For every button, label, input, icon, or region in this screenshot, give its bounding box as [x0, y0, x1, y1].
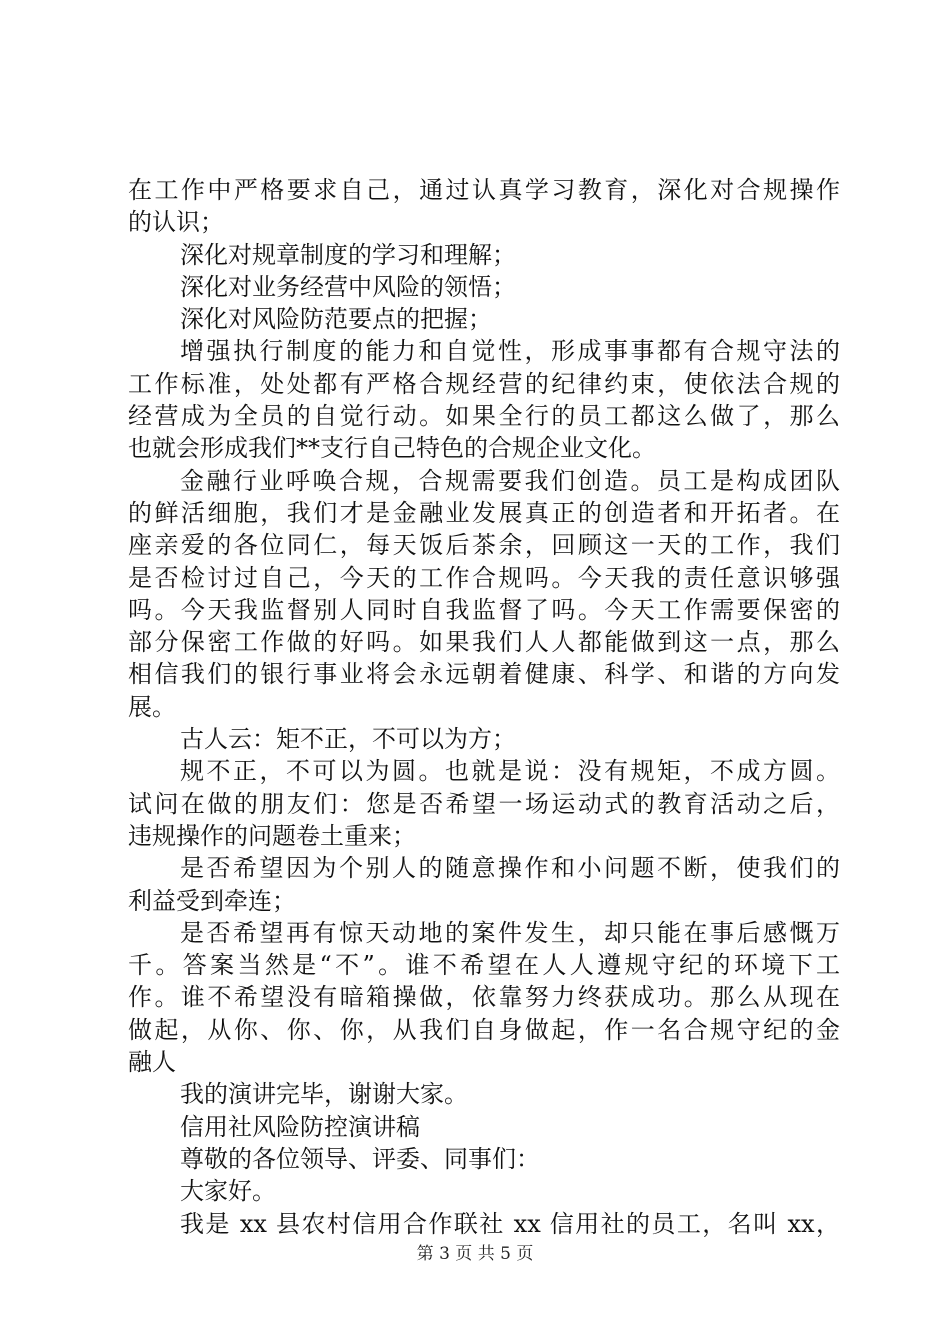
text-line: 是否希望再有惊天动地的案件发生，却只能在事后感慨万 [180, 918, 840, 947]
text-line: 座亲爱的各位同仁，每天饭后茶余，回顾这一天的工作，我们 [128, 531, 840, 560]
text-line: 工作标准，处处都有严格合规经营的纪律约束，使依法合规的 [128, 369, 840, 398]
text-line: 规不正，不可以为圆。也就是说：没有规矩，不成方圆。 [180, 757, 840, 786]
text-line: 信用社风险防控演讲稿 [180, 1112, 420, 1141]
text-line: 尊敬的各位领导、评委、同事们： [180, 1144, 540, 1173]
text-line: 古人云：矩不正，不可以为方； [180, 725, 516, 754]
text-line: 是否检讨过自己，今天的工作合规吗。今天我的责任意识够强 [128, 563, 840, 592]
text-line: 利益受到牵连； [128, 886, 296, 915]
text-line: 做起，从你、你、你，从我们自身做起，作一名合规守纪的金 [128, 1015, 840, 1044]
text-line: 我的演讲完毕，谢谢大家。 [180, 1080, 468, 1109]
text-line: 深化对风险防范要点的把握； [180, 305, 492, 334]
text-line: 违规操作的问题卷土重来； [128, 821, 416, 850]
text-line: 吗。今天我监督别人同时自我监督了吗。今天工作需要保密的 [128, 595, 840, 624]
text-line: 我是 xx 县农村信用合作联社 xx 信用社的员工，名叫 xx， [180, 1209, 840, 1238]
text-line: 深化对业务经营中风险的领悟； [180, 272, 516, 301]
text-line: 作。谁不希望没有暗箱操做，依靠努力终获成功。那么从现在 [128, 983, 840, 1012]
text-line: 相信我们的银行事业将会永远朝着健康、科学、和谐的方向发 [128, 660, 840, 689]
page-footer: 第 3 页 共 5 页 [416, 1244, 534, 1264]
text-line: 金融行业呼唤合规，合规需要我们创造。员工是构成团队 [180, 466, 840, 495]
text-line: 也就会形成我们**支行自己特色的合规企业文化。 [128, 434, 656, 463]
text-line: 深化对规章制度的学习和理解； [180, 240, 516, 269]
text-line: 增强执行制度的能力和自觉性，形成事事都有合规守法的 [180, 337, 840, 366]
text-line: 试问在做的朋友们：您是否希望一场运动式的教育活动之后， [128, 789, 840, 818]
text-line: 部分保密工作做的好吗。如果我们人人都能做到这一点，那么 [128, 628, 840, 657]
text-line: 是否希望因为个别人的随意操作和小问题不断，使我们的 [180, 854, 840, 883]
text-line: 的鲜活细胞，我们才是金融业发展真正的创造者和开拓者。在 [128, 498, 840, 527]
text-line: 经营成为全员的自觉行动。如果全行的员工都这么做了，那么 [128, 402, 840, 431]
text-line: 千。答案当然是“不”。谁不希望在人人遵规守纪的环境下工 [128, 951, 840, 980]
text-line: 在工作中严格要求自己，通过认真学习教育，深化对合规操作 [128, 176, 840, 204]
text-line: 融人 [128, 1048, 176, 1077]
text-line: 大家好。 [180, 1177, 276, 1206]
document-body [128, 174, 840, 1240]
text-line: 展。 [128, 692, 176, 721]
text-line: 的认识； [128, 208, 224, 237]
